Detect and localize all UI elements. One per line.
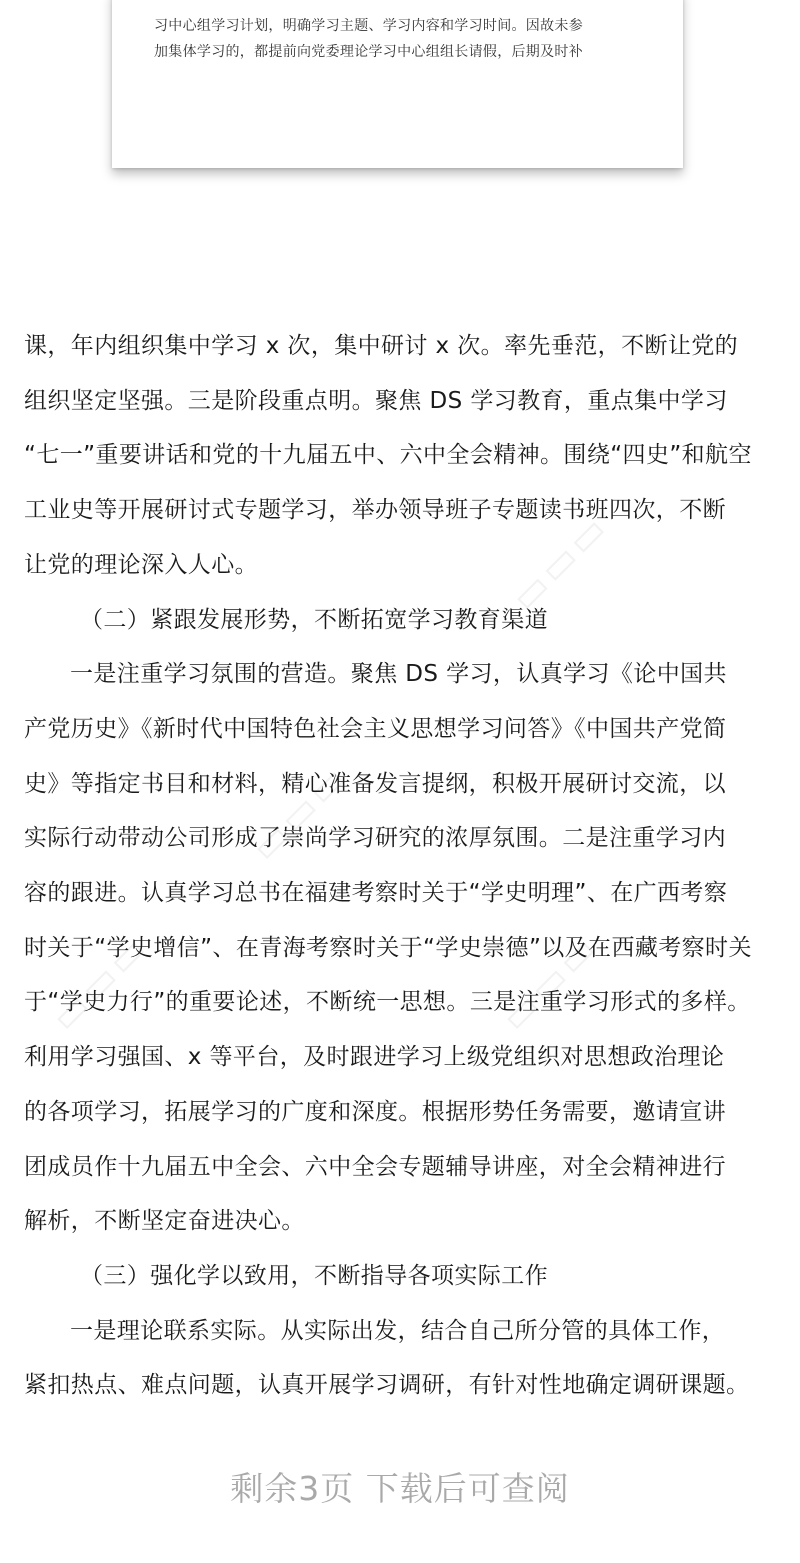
previous-page-preview: [112, 0, 683, 168]
body-line: 团成员作十九届五中全会、六中全会专题辅导讲座，对全会精神进行: [24, 1153, 726, 1180]
section-heading: （二）紧跟发展形势，不断拓宽学习教育渠道: [80, 606, 548, 633]
body-line: 产党历史》《新时代中国特色社会主义思想学习问答》《中国共产党简: [24, 715, 727, 742]
body-line: 于“学史力行”的重要论述，不断统一思想。三是注重学习形式的多样。: [24, 989, 751, 1016]
watermark-mark: ▭▭▭: [491, 924, 608, 1040]
watermark-mark: ▭▭▭: [41, 924, 158, 1040]
body-line: 解析，不断坚定奋进决心。: [24, 1208, 305, 1235]
body-line: 紧扣热点、难点问题，认真开展学习调研，有针对性地确定调研课题。: [24, 1372, 750, 1399]
body-line: 让党的理论深入人心。: [24, 551, 258, 578]
body-line: 一是注重学习氛围的营造。聚焦 DS 学习，认真学习《论中国共: [70, 661, 727, 688]
body-line: 组织坚定坚强。三是阶段重点明。聚焦 DS 学习教育，重点集中学习: [24, 387, 728, 414]
section-heading: （三）强化学以致用，不断指导各项实际工作: [80, 1262, 548, 1289]
body-line: “七一”重要讲话和党的十九届五中、六中全会精神。围绕“四史”和航空: [24, 442, 752, 469]
body-line: 史》等指定书目和材料，精心准备发言提纲，积极开展研讨交流，以: [24, 770, 726, 797]
body-line: 的各项学习，拓展学习的广度和深度。根据形势任务需要，邀请宣讲: [24, 1098, 726, 1125]
watermark-mark: ▭▭▭: [501, 504, 618, 620]
body-line: 利用学习强国、x 等平台，及时跟进学习上级党组织对思想政治理论: [24, 1044, 725, 1071]
watermark-mark: ▭▭▭: [241, 754, 358, 870]
body-line: 容的跟进。认真学习总书在福建考察时关于“学史明理”、在广西考察: [24, 880, 728, 907]
document-body: [24, 319, 784, 1413]
body-line: 课，年内组织集中学习 x 次，集中研讨 x 次。率先垂范，不断让党的: [24, 333, 739, 359]
remaining-pages-download-link[interactable]: 剩余3页 下载后可查阅: [230, 1469, 570, 1508]
preview-line-1: 习中心组学习计划，明确学习主题、学习内容和学习时间。因故未参: [154, 18, 583, 34]
body-line: 时关于“学史增信”、在青海考察时关于“学史崇德”以及在西藏考察时关: [24, 934, 752, 961]
preview-line-2: 加集体学习的，都提前向党委理论学习中心组组长请假，后期及时补: [154, 44, 583, 60]
body-line: 工业史等开展研讨式专题学习，举办领导班子专题读书班四次，不断: [24, 497, 726, 524]
body-line: 实际行动带动公司形成了崇尚学习研究的浓厚氛围。二是注重学习内: [24, 825, 726, 852]
body-line: 一是理论联系实际。从实际出发，结合自己所分管的具体工作，: [70, 1317, 726, 1344]
